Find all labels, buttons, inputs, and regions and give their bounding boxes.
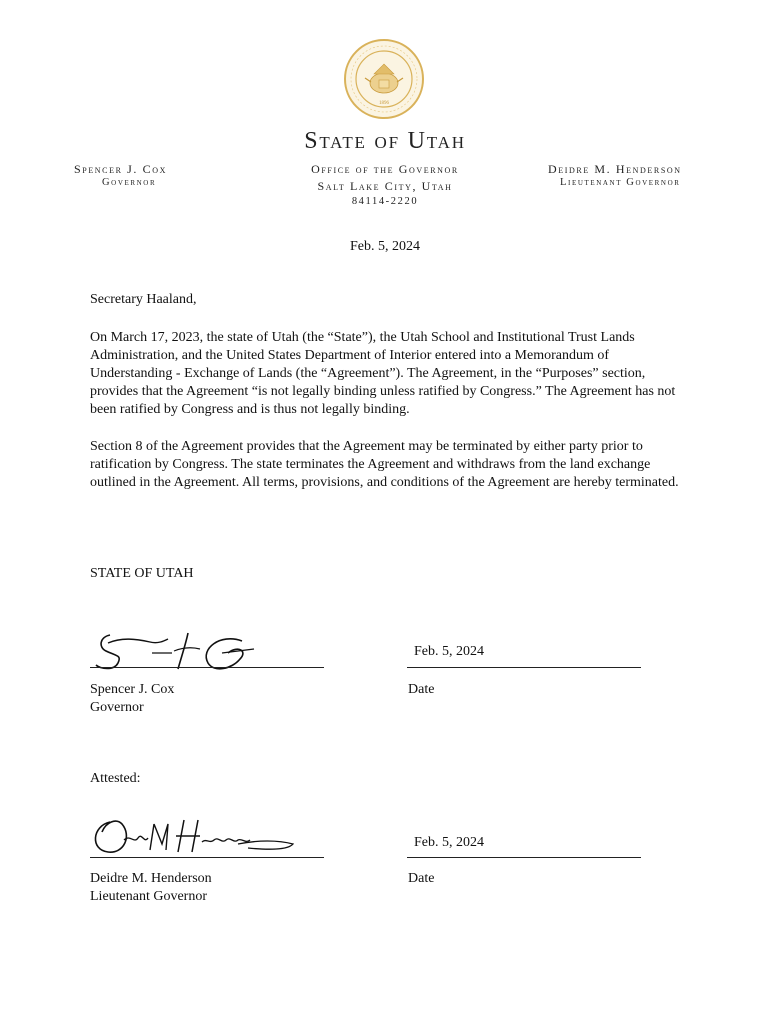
lt-governor-sign-date: Feb. 5, 2024 xyxy=(414,835,484,850)
governor-title-header: Governor xyxy=(102,177,157,188)
lt-governor-title-header: Lieutenant Governor xyxy=(560,177,681,188)
office-city: Salt Lake City, Utah xyxy=(317,179,453,193)
lt-governor-signature-line xyxy=(90,857,324,858)
lt-governor-date-label: Date xyxy=(408,871,435,886)
body-paragraph-2: Section 8 of the Agreement provides that the Agreement may be terminated by either party prior to ratification by Congress. The state terminates the Agreement and withdraws from the land exchange outlined in the Agreement. All terms, provisions, and conditions of the Agreement are hereby terminated. xyxy=(90,439,679,490)
letterhead-title: State of Utah xyxy=(304,128,466,154)
lt-governor-sign-name: Deidre M. Henderson xyxy=(90,871,212,886)
svg-text:1896: 1896 xyxy=(379,101,389,106)
governor-sign-date: Feb. 5, 2024 xyxy=(414,644,484,659)
governor-name-header: Spencer J. Cox xyxy=(74,162,167,176)
utah-seal-icon xyxy=(343,38,425,120)
signature-block-title: STATE OF UTAH xyxy=(90,566,194,581)
office-name: Office of the Governor xyxy=(311,162,459,176)
office-zip: 84114-2220 xyxy=(351,196,419,207)
lt-governor-date-line xyxy=(407,857,641,858)
attested-label: Attested: xyxy=(90,771,141,786)
body-paragraph-1: On March 17, 2023, the state of Utah (the “State”), the Utah School and Institutional Trust Lands Administration, and the United States Department of Interior entered into a Memorandum of Understanding - Exchange of Lands (the “Agreement”). The Agreement, in the “Purposes” section, provides that the Agreement “is not legally binding unless ratified by Congress.” The Agreement has not been ratified by Congress and is thus not legally binding. xyxy=(90,330,676,417)
governor-signature-line xyxy=(90,667,324,668)
governor-date-label: Date xyxy=(408,682,435,697)
governor-date-line xyxy=(407,667,641,668)
governor-sign-name: Spencer J. Cox xyxy=(90,682,175,697)
salutation: Secretary Haaland, xyxy=(90,292,197,307)
lt-governor-name-header: Deidre M. Henderson xyxy=(548,162,682,176)
letter-date: Feb. 5, 2024 xyxy=(350,239,420,254)
governor-sign-title: Governor xyxy=(90,700,144,715)
lt-governor-sign-title: Lieutenant Governor xyxy=(90,889,208,904)
lt-governor-signature-image xyxy=(88,810,298,860)
